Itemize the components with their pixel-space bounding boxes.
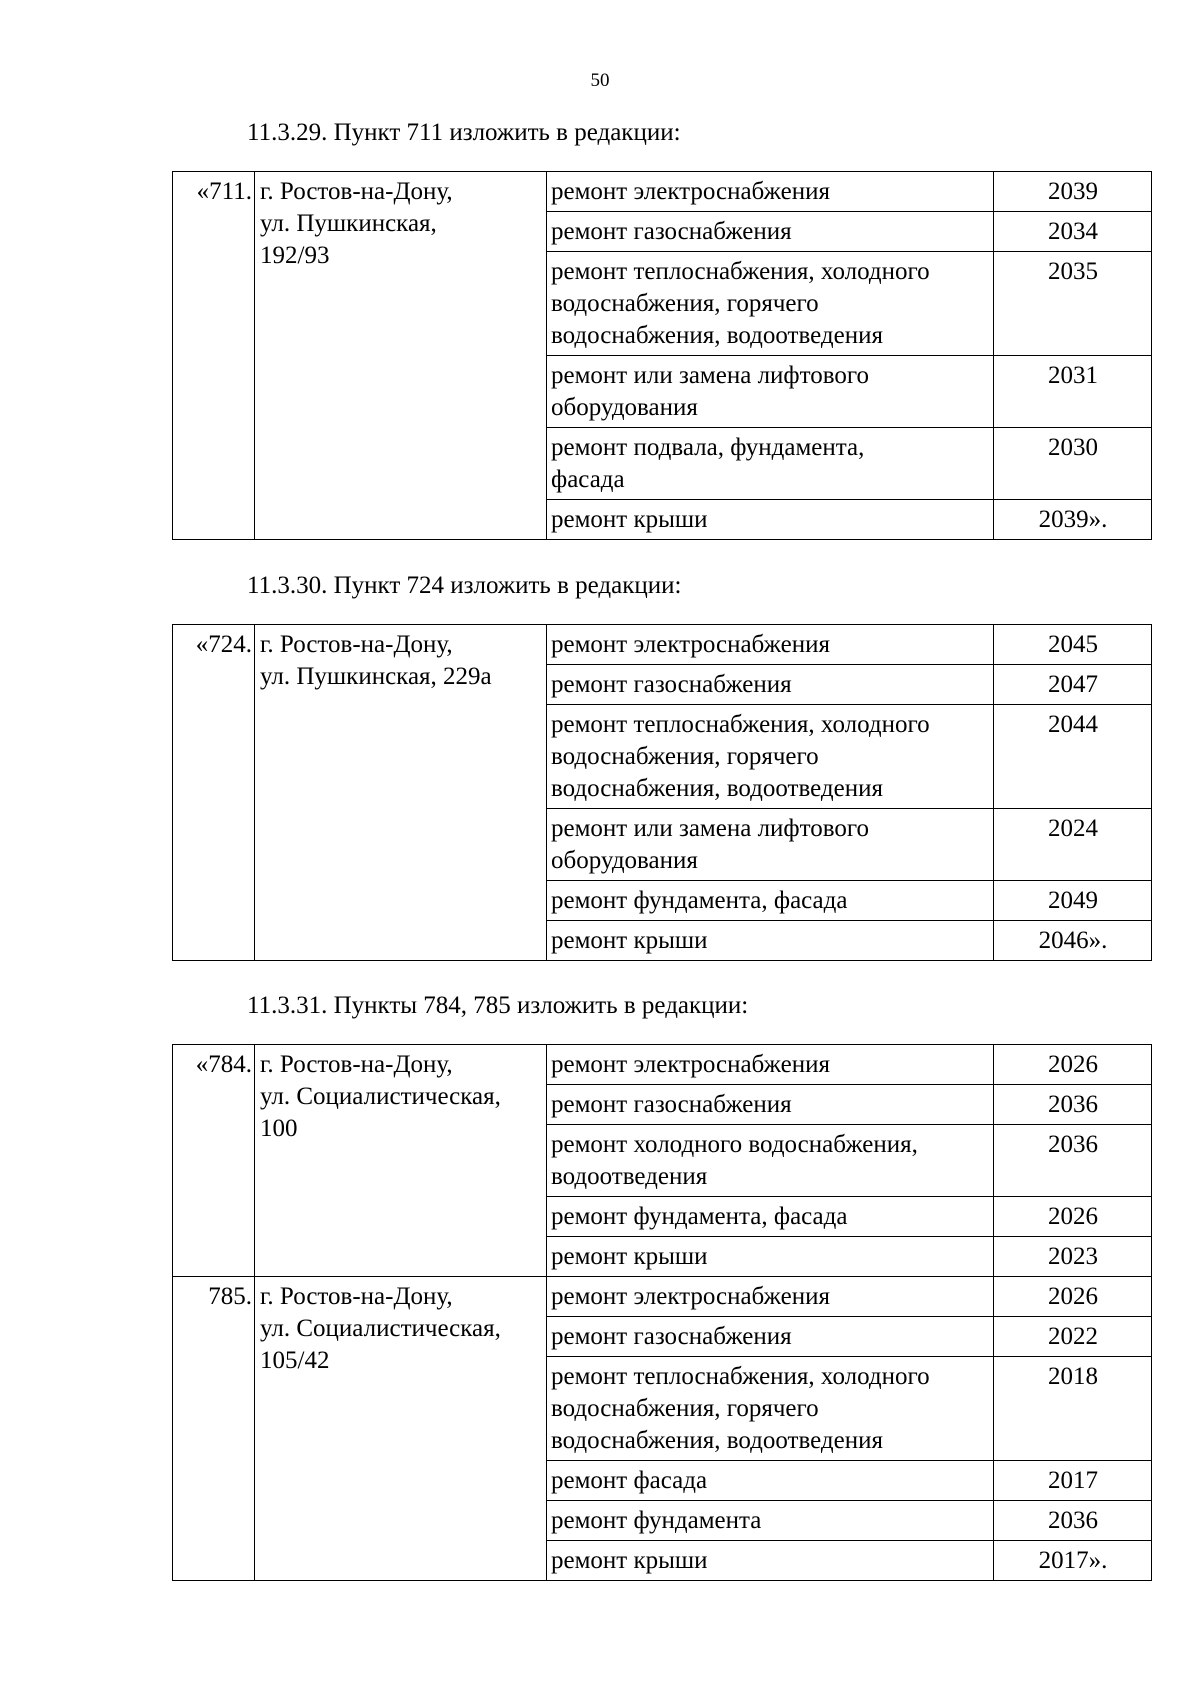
work-type: ремонт фундамента, фасада xyxy=(547,881,994,921)
table-row xyxy=(173,1045,1152,1085)
work-type: ремонт или замена лифтового оборудования xyxy=(547,356,994,428)
work-type: ремонт подвала, фундамента, фасада xyxy=(547,428,994,500)
work-year: 2026 xyxy=(994,1277,1152,1317)
work-type: ремонт теплоснабжения, холодного водоснабжения, горячего водоснабжения, водоотведения xyxy=(547,1357,994,1461)
item-number: «784. xyxy=(173,1045,255,1277)
work-year: 2039». xyxy=(994,500,1152,540)
work-type: ремонт газоснабжения xyxy=(547,665,994,705)
work-type: ремонт газоснабжения xyxy=(547,1085,994,1125)
item-number: 785. xyxy=(173,1277,255,1581)
work-type: ремонт электроснабжения xyxy=(547,1277,994,1317)
table-row xyxy=(173,625,1152,665)
work-year: 2047 xyxy=(994,665,1152,705)
work-year: 2046». xyxy=(994,921,1152,961)
work-year: 2018 xyxy=(994,1357,1152,1461)
work-year: 2045 xyxy=(994,625,1152,665)
work-type: ремонт фундамента xyxy=(547,1501,994,1541)
work-year: 2024 xyxy=(994,809,1152,881)
work-year: 2036 xyxy=(994,1085,1152,1125)
work-type: ремонт электроснабжения xyxy=(547,1045,994,1085)
work-type: ремонт газоснабжения xyxy=(547,1317,994,1357)
work-type: ремонт электроснабжения xyxy=(547,172,994,212)
work-year: 2031 xyxy=(994,356,1152,428)
work-year: 2034 xyxy=(994,212,1152,252)
work-type: ремонт крыши xyxy=(547,1541,994,1581)
section-heading: 11.3.30. Пункт 724 изложить в редакции: xyxy=(247,572,682,599)
work-year: 2049 xyxy=(994,881,1152,921)
item-address: г. Ростов-на-Дону, ул. Социалистическая, 105/42 xyxy=(255,1277,547,1581)
work-type: ремонт или замена лифтового оборудования xyxy=(547,809,994,881)
section-table xyxy=(172,624,1152,961)
item-address: г. Ростов-на-Дону, ул. Пушкинская, 192/93 xyxy=(255,172,547,540)
section-table xyxy=(172,1044,1152,1581)
section-heading: 11.3.31. Пункты 784, 785 изложить в редакции: xyxy=(247,992,749,1019)
work-year: 2039 xyxy=(994,172,1152,212)
work-type: ремонт холодного водоснабжения, водоотведения xyxy=(547,1125,994,1197)
work-year: 2026 xyxy=(994,1045,1152,1085)
work-year: 2022 xyxy=(994,1317,1152,1357)
work-type: ремонт крыши xyxy=(547,1237,994,1277)
work-type: ремонт фасада xyxy=(547,1461,994,1501)
work-type: ремонт электроснабжения xyxy=(547,625,994,665)
work-year: 2023 xyxy=(994,1237,1152,1277)
work-type: ремонт теплоснабжения, холодного водоснабжения, горячего водоснабжения, водоотведения xyxy=(547,705,994,809)
work-year: 2030 xyxy=(994,428,1152,500)
section-heading: 11.3.29. Пункт 711 изложить в редакции: xyxy=(247,119,681,146)
work-type: ремонт газоснабжения xyxy=(547,212,994,252)
work-year: 2026 xyxy=(994,1197,1152,1237)
table-row xyxy=(173,172,1152,212)
item-address: г. Ростов-на-Дону, ул. Социалистическая, 100 xyxy=(255,1045,547,1277)
work-year: 2044 xyxy=(994,705,1152,809)
work-type: ремонт крыши xyxy=(547,921,994,961)
page-number: 50 xyxy=(590,70,610,91)
item-address: г. Ростов-на-Дону, ул. Пушкинская, 229а xyxy=(255,625,547,961)
section-table xyxy=(172,171,1152,540)
table-row xyxy=(173,1277,1152,1317)
work-type: ремонт фундамента, фасада xyxy=(547,1197,994,1237)
work-type: ремонт теплоснабжения, холодного водоснабжения, горячего водоснабжения, водоотведения xyxy=(547,252,994,356)
work-year: 2035 xyxy=(994,252,1152,356)
work-year: 2017 xyxy=(994,1461,1152,1501)
item-number: «724. xyxy=(173,625,255,961)
item-number: «711. xyxy=(173,172,255,540)
work-year: 2036 xyxy=(994,1501,1152,1541)
work-type: ремонт крыши xyxy=(547,500,994,540)
work-year: 2036 xyxy=(994,1125,1152,1197)
work-year: 2017». xyxy=(994,1541,1152,1581)
